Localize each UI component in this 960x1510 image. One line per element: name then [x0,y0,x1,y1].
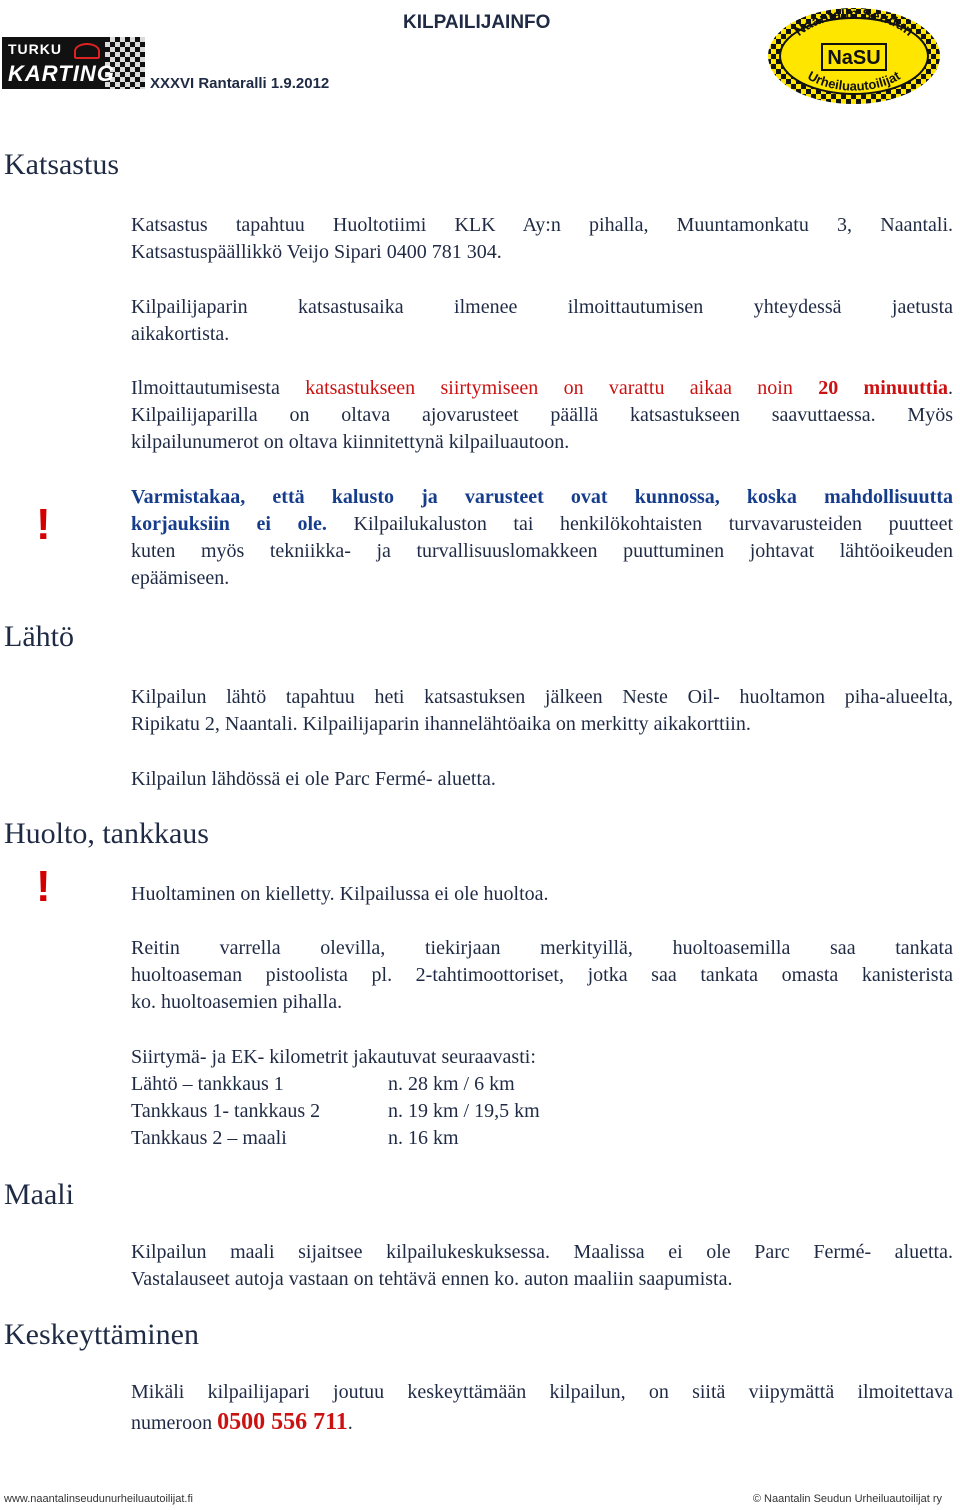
distance-table [131,1044,540,1152]
motorbike-icon [74,43,100,59]
warning-icon: ! [36,500,51,549]
table-row: Tankkaus 1- tankkaus 2 n. 19 km / 19,5 km [131,1100,540,1122]
huolto-paragraph-2: Reitin varrella olevilla, tiekirjaan merkityillä, huoltoasemilla saa tankata huoltoaseman pistoolista pl. 2-tahtimoottoriset, jotka saa tankata omasta kanisterista ko. huoltoasemien pihalla. [131,937,953,1013]
huolto-paragraph-1: Huoltaminen on kielletty. Kilpailussa ei ole huoltoa. [131,883,549,905]
distance-table-title: Siirtymä- ja EK- kilometrit jakautuvat seuraavasti: [131,1046,536,1068]
footer-copyright: © Naantalin Seudun Urheiluautoilijat ry [752,1493,942,1505]
katsastus-warning-paragraph: Varmistakaa, että kalusto ja varusteet ovat kunnossa, koska mahdollisuutta korjauksiin ei ole. Kilpailukaluston tai henkilökohtaisten turvavarusteiden puutteet kuten myös tekniikka- ja turvallisuuslomakkeen puuttuminen johtavat lähtöoikeuden epäämiseen. [131,486,953,589]
maali-paragraph-1: Kilpailun maali sijaitsee kilpailukeskuksessa. Maalissa ei ole Parc Fermé- aluetta. Vastalauseet autoja vastaan on tehtävä ennen ko. auton maaliin saapumista. [131,1241,953,1290]
turku-karting-logo [2,37,145,89]
section-heading-maali: Maali [4,1178,74,1211]
lahto-paragraph-2: Kilpailun lähdössä ei ole Parc Fermé- aluetta. [131,768,496,790]
lahto-paragraph-1: Kilpailun lähtö tapahtuu heti katsastuksen jälkeen Neste Oil- huoltamon piha-alueelta, Ripikatu 2, Naantali. Kilpailijaparin ihannelähtöaika on merkitty aikakorttiin. [131,686,953,735]
emergency-phone-number: 0500 556 711 [217,1409,348,1435]
katsastus-paragraph-1: Katsastus tapahtuu Huoltotiimi KLK Ay:n pihalla, Muuntamonkatu 3, Naantali. Katsastuspäällikkö Veijo Sipari 0400 781 304. [131,214,953,263]
katsastus-paragraph-3: Ilmoittautumisesta katsastukseen siirtymiseen on varattu aikaa noin 20 minuuttia. Kilpailijaparilla on oltava ajovarusteet päällä katsastukseen saavuttaessa. Myös kilpailunumerot on oltava kiinnitettynä kilpailuautoon. [131,377,953,453]
warning-icon: ! [36,862,51,911]
nasu-logo [766,4,942,104]
logo-text-karting: KARTING [8,61,115,86]
logo-arc-top: Naantalin Seudun [790,4,918,39]
table-row: Tankkaus 2 – maali n. 16 km [131,1127,459,1149]
section-heading-katsastus: Katsastus [4,148,119,181]
logo-nasu-text: NaSU [827,47,881,69]
section-heading-lahto: Lähtö [4,620,74,653]
logo-arc-bottom: Urheiluautoilijat [805,67,903,94]
event-title: XXXVI Rantaralli 1.9.2012 [150,75,330,92]
section-heading-huolto: Huolto, tankkaus [4,817,209,850]
footer-url: www.naantalinseudunurheiluautoilijat.fi [4,1493,193,1505]
logo-text-turku: TURKU [8,41,62,57]
keskeyttaminen-paragraph-1: Mikäli kilpailijapari joutuu keskeyttämään kilpailun, on siitä viipymättä ilmoitettava numeroon 0500 556 711. [131,1381,953,1435]
document-title: KILPAILIJAINFO [403,12,551,33]
section-heading-keskeyttaminen: Keskeyttäminen [4,1318,199,1351]
katsastus-paragraph-2: Kilpailijaparin katsastusaika ilmenee ilmoittautumisen yhteydessä jaetusta aikakortista. [131,296,953,345]
table-row: Lähtö – tankkaus 1 n. 28 km / 6 km [131,1073,515,1095]
